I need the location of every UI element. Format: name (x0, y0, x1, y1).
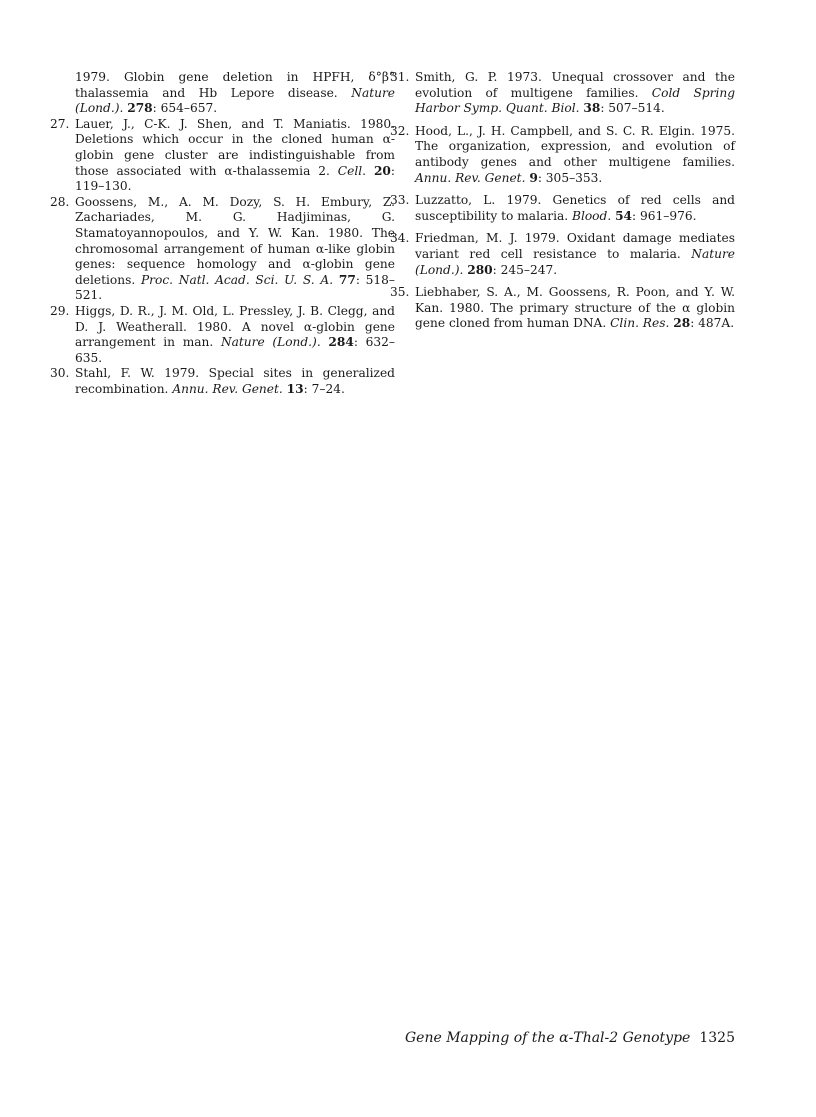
reference-segment: : 654–657. (152, 101, 218, 116)
reference-text (415, 231, 735, 276)
reference-number: 33. (390, 193, 410, 208)
reference-entry (50, 117, 395, 195)
volume-number: 13 (286, 381, 304, 396)
reference-entry (390, 231, 735, 278)
reference-segment: Smith, G. P. 1973. Unequal crossover and the evolution of multigene families. (415, 70, 735, 100)
reference-text (415, 124, 735, 185)
reference-segment: : 7–24. (303, 381, 345, 396)
reference-segment: . (459, 262, 468, 277)
reference-segment: : 961–976. (632, 208, 697, 223)
reference-segment: . (607, 208, 616, 223)
reference-entry (50, 366, 395, 397)
reference-entry (50, 195, 395, 304)
reference-text (75, 70, 395, 115)
reference-segment: . (362, 163, 374, 178)
volume-number: 28 (673, 316, 691, 331)
reference-number: 27. (50, 116, 70, 131)
page-number: 1325 (699, 1030, 735, 1046)
reference-number: 34. (390, 231, 410, 246)
volume-number: 278 (127, 101, 153, 116)
reference-segment: Luzzatto, L. 1979. Genetics of red cells and susceptibility to malaria. (415, 193, 735, 223)
journal-title: Annu. Rev. Genet. (172, 381, 283, 396)
reference-segment: Liebhaber, S. A., M. Goossens, R. Poon, and Y. W. Kan. 1980. The primary structure of the α globin gene cloned from human DNA. (415, 285, 735, 331)
volume-number: 77 (338, 272, 356, 287)
reference-number: 29. (50, 303, 70, 318)
reference-text (75, 117, 395, 193)
reference-number: 35. (390, 285, 410, 300)
volume-number: 20 (373, 163, 391, 178)
reference-entry (50, 304, 395, 366)
reference-entry (390, 124, 735, 186)
reference-segment: Goossens, M., A. M. Dozy, S. H. Embury, Z. Zachariades, M. G. Hadjiminas, G. Stamatoyannopoulos, and Y. W. Kan. 1980. The chromosomal arrangement of human α-like globin genes: sequence homology and α-globin gene deletions. (75, 194, 395, 287)
reference-segment: : 487A. (690, 316, 735, 331)
journal-title: Annu. Rev. Genet. (415, 170, 526, 185)
reference-text (75, 366, 395, 396)
reference-segment: . (119, 101, 128, 116)
reference-segment: : 305–353. (537, 170, 603, 185)
volume-number: 38 (583, 101, 601, 116)
reference-segment: . (316, 335, 329, 350)
reference-segment: 1979. Globin gene deletion in HPFH, δ°β° thalassemia and Hb Lepore disease. (75, 70, 395, 100)
reference-segment: Hood, L., J. H. Campbell, and S. C. R. Elgin. 1975. The organization, expression, and evolution of antibody genes and other multigene families. (415, 123, 735, 169)
journal-title: Proc. Natl. Acad. Sci. U. S. A. (140, 272, 334, 287)
journal-title: Nature (Lond.) (415, 246, 735, 277)
reference-segment: Stahl, F. W. 1979. Special sites in generalized recombination. (75, 366, 395, 396)
reference-segment: : 518–521. (75, 272, 396, 303)
reference-entry (390, 70, 735, 117)
volume-number: 284 (328, 335, 354, 350)
volume-number: 9 (529, 170, 538, 185)
reference-text (415, 193, 735, 223)
journal-title: Cell (337, 163, 363, 178)
volume-number: 280 (467, 262, 493, 277)
journal-title: Clin. Res. (610, 316, 670, 331)
reference-segment: Higgs, D. R., J. M. Old, L. Pressley, J. B. Clegg, and D. J. Weatherall. 1980. A novel α-globin gene arrangement in man. (75, 303, 395, 350)
journal-title: Cold Spring Harbor Symp. Quant. Biol. (415, 85, 735, 116)
running-title: Gene Mapping of the α-Thal-2 Genotype (405, 1030, 691, 1046)
reference-number: 30. (50, 366, 70, 381)
reference-segment: : 119–130. (75, 163, 396, 194)
journal-title: Nature (Lond.) (75, 85, 395, 116)
reference-entry (50, 70, 395, 117)
reference-number: 28. (50, 194, 70, 209)
volume-number: 54 (615, 208, 633, 223)
reference-number: 32. (390, 123, 410, 138)
reference-column-left (50, 70, 395, 397)
reference-segment: Lauer, J., C-K. J. Shen, and T. Maniatis. 1980. Deletions which occur in the cloned human α-globin gene cluster are indistinguishable from those associated with α-thalassemia 2. (75, 116, 395, 178)
reference-segment: : 245–247. (492, 262, 558, 277)
reference-entry (390, 285, 735, 332)
reference-text (415, 285, 735, 330)
page-footer (405, 1030, 735, 1046)
journal-title: Nature (Lond.) (220, 335, 317, 350)
reference-segment: : 507–514. (600, 101, 665, 116)
reference-segment: Friedman, M. J. 1979. Oxidant damage mediates variant red cell resistance to malaria. (415, 231, 735, 261)
reference-text (75, 304, 395, 365)
reference-segment: : 632–635. (75, 335, 395, 365)
reference-column-right (390, 70, 735, 339)
reference-entry (390, 193, 735, 224)
reference-text (415, 70, 735, 115)
reference-number: 31. (390, 70, 410, 84)
journal-title: Blood (571, 208, 608, 223)
reference-text (75, 195, 395, 303)
